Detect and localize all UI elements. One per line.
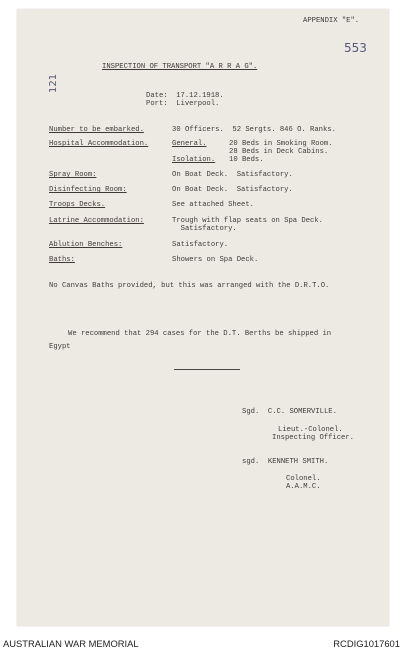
row-label-ablution: Ablution Benches:: [49, 241, 123, 249]
record-id: RCDIG1017601: [333, 638, 400, 649]
signature-2-rank: Colonel.: [286, 475, 321, 483]
row-sublabel-isolation: Isolation.: [172, 156, 216, 164]
row-value-isolation: 10 Beds.: [229, 156, 264, 164]
appendix-label: APPENDIX "E".: [303, 17, 360, 25]
signature-2-name: sgd. KENNETH SMITH.: [242, 458, 329, 466]
row-sublabel-general: General.: [172, 140, 207, 148]
row-label-troops-decks: Troops Decks.: [49, 201, 106, 209]
row-value-baths: Showers on Spa Deck.: [172, 256, 259, 264]
row-value-general: 20 Beds in Smoking Room. 28 Beds in Deck Cabins.: [229, 140, 333, 156]
stamped-margin-number: 121: [48, 73, 59, 93]
row-label-disinfecting-room: Disinfecting Room:: [49, 186, 127, 194]
port-line: Port: Liverpool.: [146, 100, 220, 108]
row-value-disinfecting-room: On Boat Deck. Satisfactory.: [172, 186, 293, 194]
row-value-ablution: Satisfactory.: [172, 241, 229, 249]
row-value-troops-decks: See attached Sheet.: [172, 201, 254, 209]
row-value-spray-room: On Boat Deck. Satisfactory.: [172, 171, 293, 179]
signature-1-name: Sgd. C.C. SOMERVILLE.: [242, 408, 337, 416]
row-label-spray-room: Spray Room:: [49, 171, 97, 179]
signature-2-unit: A.A.M.C.: [286, 483, 321, 491]
canvas-baths-note: No Canvas Baths provided, but this was arranged with the D.R.T.O.: [49, 282, 330, 290]
handwritten-folio-number: 553: [344, 41, 367, 55]
row-value-latrine: Trough with flap seats on Spa Deck. Satisfactory.: [172, 217, 323, 233]
date-line: Date: 17.12.1918.: [146, 92, 224, 100]
document-title: INSPECTION OF TRANSPORT "A R R A G".: [102, 63, 258, 71]
archive-name: AUSTRALIAN WAR MEMORIAL: [3, 638, 139, 649]
recommendation-line-2: Egypt: [49, 343, 71, 351]
row-label-hospital: Hospital Accommodation.: [49, 140, 149, 148]
signature-1-role: Inspecting Officer.: [272, 434, 354, 442]
row-label-number-embarked: Number to be embarked.: [49, 126, 144, 134]
signature-1-rank: Lieut.-Colonel.: [278, 426, 343, 434]
row-label-latrine: Latrine Accommodation:: [49, 217, 144, 225]
recommendation-line-1: We recommend that 294 cases for the D.T. Berths be shipped in: [68, 330, 332, 338]
row-label-baths: Baths:: [49, 256, 75, 264]
archive-footer: [0, 636, 404, 652]
row-value-number-embarked: 30 Officers. 52 Sergts. 846 O. Ranks.: [172, 126, 336, 134]
section-divider: [174, 369, 240, 370]
